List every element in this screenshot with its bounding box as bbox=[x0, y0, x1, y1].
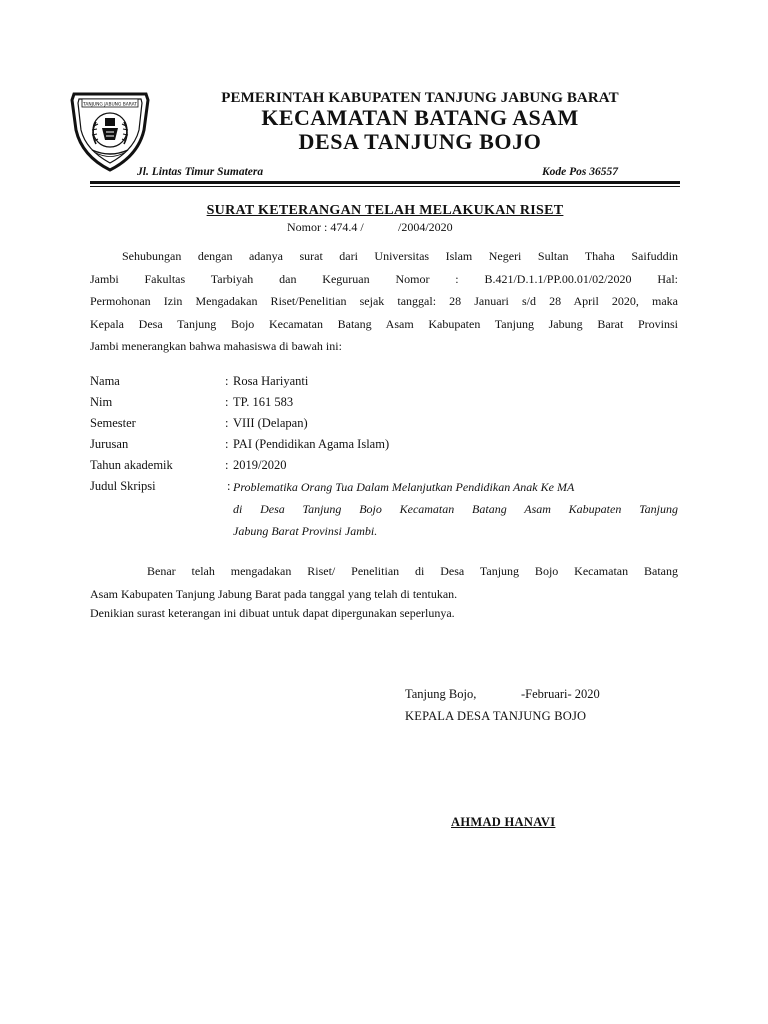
header-government-line: PEMERINTAH KABUPATEN TANJUNG JABUNG BARAT bbox=[221, 90, 619, 106]
intro-line-4: Kepala Desa Tanjung Bojo Kecamatan Batang Asam Kabupaten Tanjung Jabung Barat Provinsi bbox=[90, 316, 678, 331]
field-label: Nim bbox=[90, 395, 113, 409]
signature-date: -Februari- 2020 bbox=[521, 687, 600, 701]
field-label: Judul Skripsi bbox=[90, 479, 156, 493]
field-value: TP. 161 583 bbox=[233, 395, 294, 409]
header-address: Jl. Lintas Timur Sumatera bbox=[137, 166, 264, 178]
signature-place: Tanjung Bojo, bbox=[405, 687, 477, 701]
field-label: Tahun akademik bbox=[90, 458, 173, 472]
header-divider-thin bbox=[90, 186, 680, 187]
field-value: Rosa Hariyanti bbox=[233, 374, 309, 388]
closing-line-2: Asam Kabupaten Tanjung Jabung Barat pada tanggal yang telah di tentukan. bbox=[90, 586, 458, 601]
field-colon: : bbox=[225, 458, 229, 472]
letter-title: SURAT KETERANGAN TELAH MELAKUKAN RISET bbox=[206, 203, 564, 218]
field-value: PAI (Pendidikan Agama Islam) bbox=[233, 437, 390, 451]
signature-position: KEPALA DESA TANJUNG BOJO bbox=[405, 709, 587, 723]
field-value: VIII (Delapan) bbox=[233, 416, 308, 430]
letter-number-prefix: Nomor : 474.4 / bbox=[287, 220, 364, 234]
intro-line-1: Sehubungan dengan adanya surat dari Universitas Islam Negeri Sultan Thaha Saifuddin bbox=[122, 249, 678, 263]
intro-line-2: Jambi Fakultas Tarbiyah dan Keguruan Nomor : B.421/D.1.1/PP.00.01/02/2020 Hal: bbox=[90, 271, 678, 286]
thesis-title-line-2: di Desa Tanjung Bojo Kecamatan Batang Asam Kabupaten Tanjung bbox=[233, 502, 678, 516]
field-colon: : bbox=[225, 374, 229, 388]
header-village-line: DESA TANJUNG BOJO bbox=[298, 129, 542, 154]
header-divider-thick bbox=[90, 181, 680, 184]
field-label: Jurusan bbox=[90, 437, 129, 451]
closing-line-1: Benar telah mengadakan Riset/ Penelitian di Desa Tanjung Bojo Kecamatan Batang bbox=[147, 564, 678, 578]
district-seal-logo bbox=[68, 86, 152, 172]
field-value: 2019/2020 bbox=[233, 458, 287, 472]
closing-paragraph bbox=[90, 560, 678, 625]
field-colon: : bbox=[225, 416, 229, 430]
header-postcode: Kode Pos 36557 bbox=[542, 166, 619, 178]
closing-line-3: Denikian surast keterangan ini dibuat untuk dapat dipergunakan seperlunya. bbox=[90, 606, 455, 620]
field-colon: : bbox=[227, 479, 231, 493]
thesis-title bbox=[233, 476, 678, 542]
field-colon: : bbox=[225, 395, 229, 409]
header-district-line: KECAMATAN BATANG ASAM bbox=[261, 105, 579, 130]
letter-number-suffix: /2004/2020 bbox=[398, 220, 453, 234]
thesis-title-line-3: Jabung Barat Provinsi Jambi. bbox=[233, 524, 378, 538]
intro-line-3: Permohonan Izin Mengadakan Riset/Penelitian sejak tanggal: 28 Januari s/d 28 April 2020, maka bbox=[90, 294, 678, 308]
field-label: Nama bbox=[90, 374, 120, 388]
field-colon: : bbox=[225, 437, 229, 451]
thesis-title-line-1: Problematika Orang Tua Dalam Melanjutkan Pendidikan Anak Ke MA bbox=[233, 480, 575, 494]
intro-paragraph bbox=[90, 245, 678, 358]
signatory-name: AHMAD HANAVI bbox=[451, 815, 556, 829]
field-label: Semester bbox=[90, 416, 136, 430]
svg-text:TANJUNG JABUNG BARAT: TANJUNG JABUNG BARAT bbox=[83, 102, 137, 108]
intro-line-5: Jambi menerangkan bahwa mahasiswa di bawah ini: bbox=[90, 339, 342, 353]
